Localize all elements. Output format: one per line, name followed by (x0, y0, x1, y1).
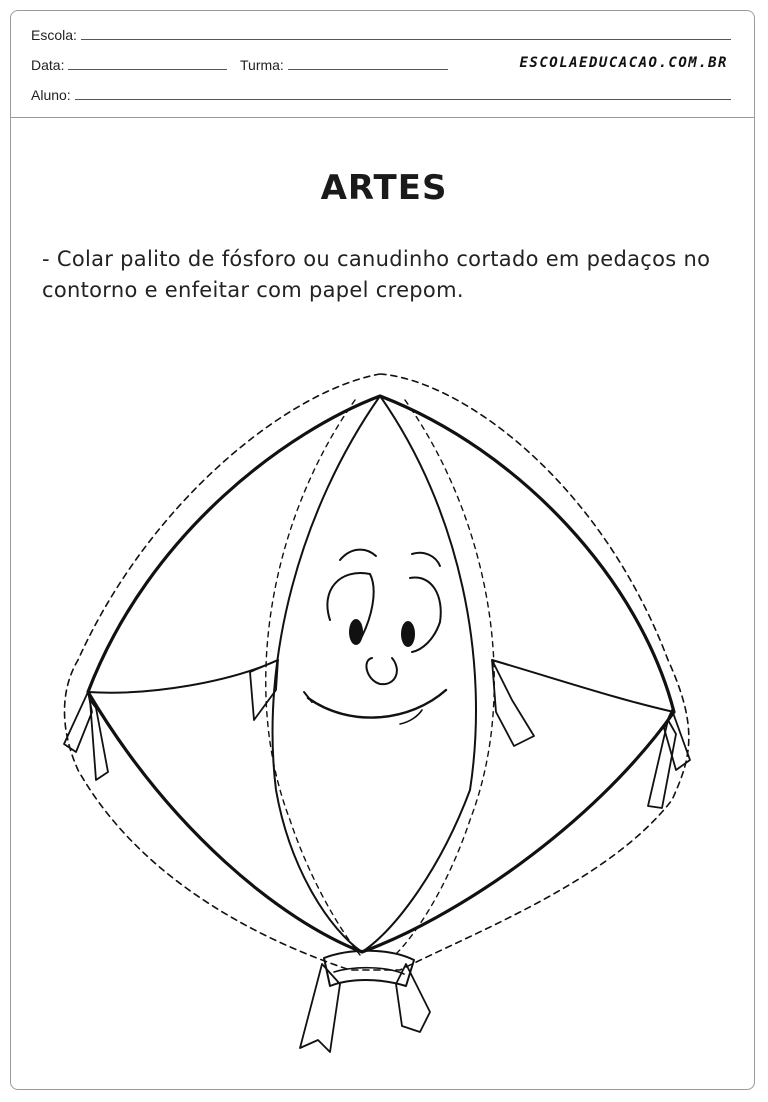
kite-drawing (0, 360, 768, 1080)
student-field (31, 87, 731, 103)
date-line[interactable] (68, 68, 227, 70)
dashed-guide-right (395, 400, 494, 955)
left-eyebrow (340, 550, 376, 560)
date-field (31, 57, 227, 73)
right-eye-icon (401, 621, 415, 647)
student-label: Aluno: (31, 87, 71, 103)
dashed-outline (65, 374, 689, 970)
brand-text: ESCOLAEDUCACAO.COM.BR (519, 55, 728, 71)
kite-illustration (0, 360, 768, 1080)
bottom-right-tail (396, 964, 430, 1032)
worksheet-header (11, 11, 754, 118)
student-line[interactable] (75, 98, 731, 100)
kite-outer-edge (88, 396, 674, 952)
left-eye-icon (349, 619, 363, 645)
bottom-left-tail (300, 964, 340, 1052)
nose-icon (366, 658, 396, 684)
date-label: Data: (31, 57, 65, 73)
kite-center-lens (273, 396, 476, 952)
right-eye-outline (410, 578, 441, 652)
school-field (31, 27, 731, 43)
left-ribbon (64, 692, 92, 752)
class-line[interactable] (288, 68, 448, 70)
right-eyebrow (412, 553, 440, 566)
class-label: Turma: (240, 57, 284, 73)
instruction-text: - Colar palito de fósforo ou canudinho cortado em pedaços no contorno e enfeitar com papel crepom. (42, 247, 711, 302)
dashed-guide-left (266, 400, 360, 955)
school-line[interactable] (81, 38, 731, 40)
class-field (240, 57, 448, 73)
school-label: Escola: (31, 27, 77, 43)
page-title: ARTES (320, 168, 448, 208)
smile-icon (308, 690, 446, 718)
